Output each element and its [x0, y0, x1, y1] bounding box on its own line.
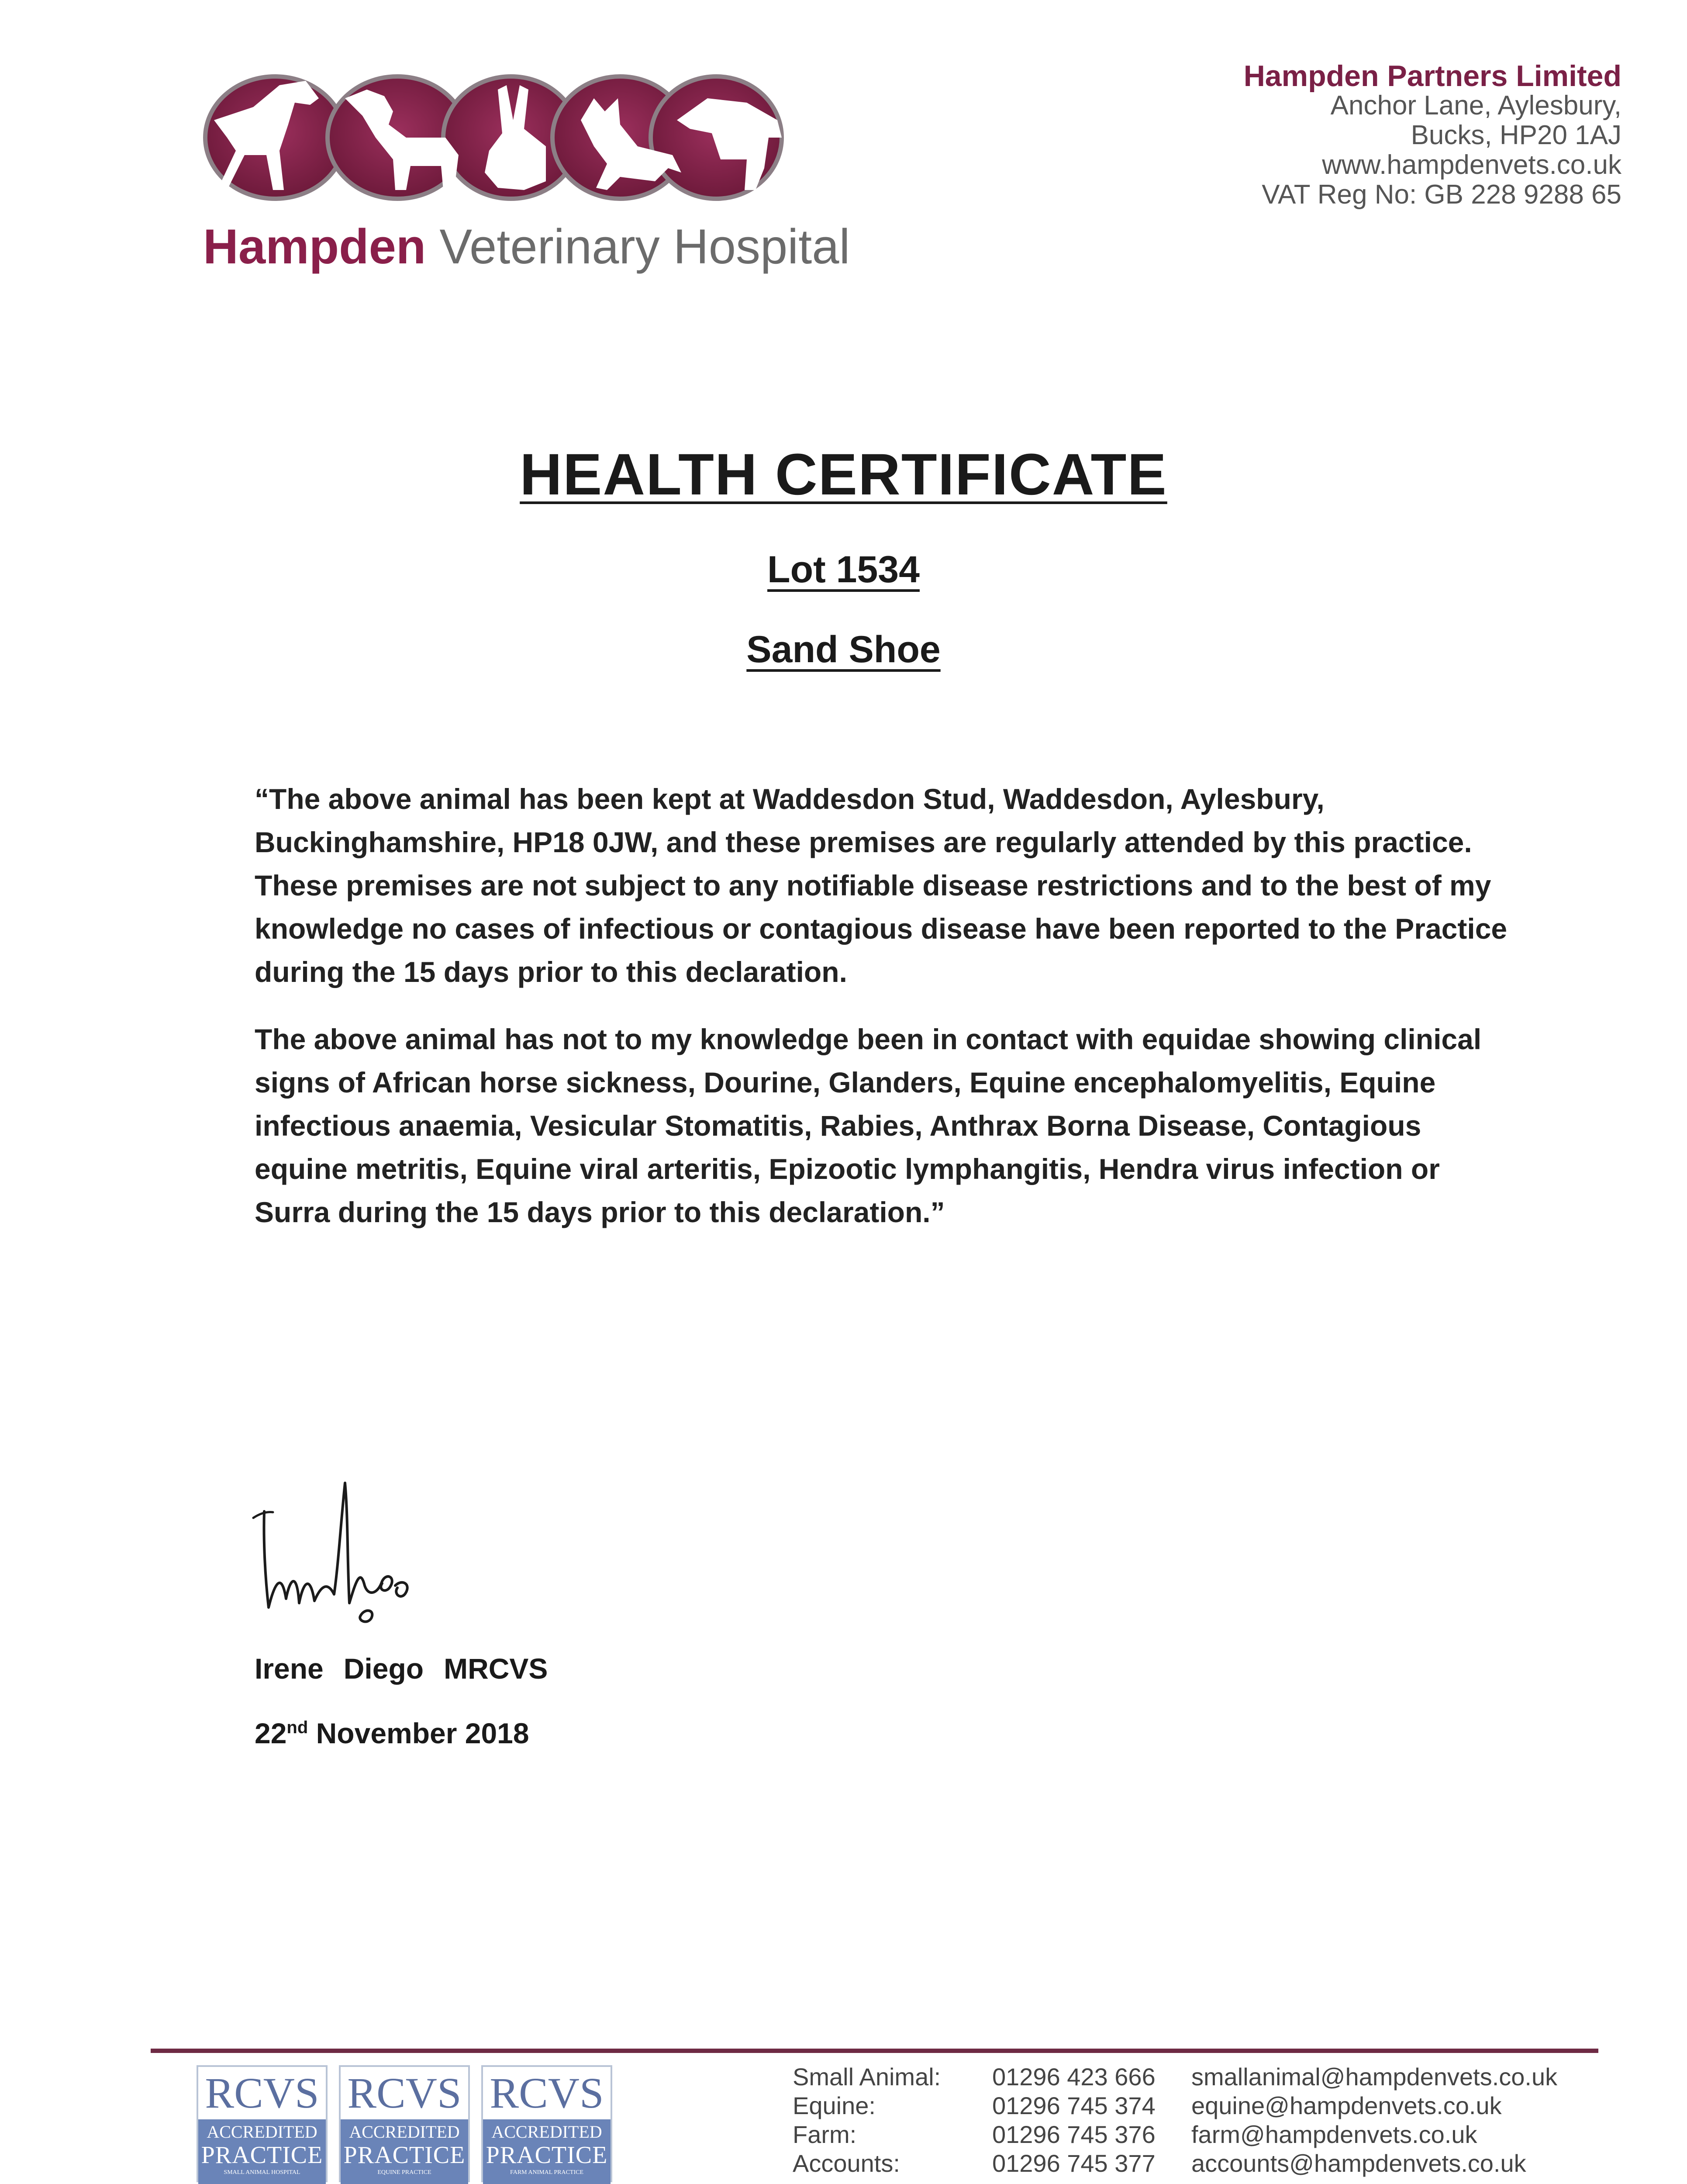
date-month-year: November 2018 — [308, 1717, 529, 1749]
contact-label: Equine: — [793, 2092, 876, 2119]
signatory-last-name: Diego — [343, 1652, 424, 1685]
handwritten-signature — [251, 1476, 461, 1625]
signatory-line — [255, 1652, 548, 1685]
rcvs-badge-subtitle: FARM ANIMAL PRACTICE — [510, 2169, 584, 2176]
rcvs-badge-logo: RCVS — [205, 2069, 319, 2117]
date-day: 22 — [255, 1717, 287, 1749]
company-vat: VAT Reg No: GB 228 9288 65 — [1262, 180, 1621, 210]
contact-emails — [1191, 2063, 1557, 2178]
date-suffix: nd — [286, 1718, 308, 1737]
contact-phones — [992, 2063, 1156, 2178]
contact-email: farm@hampdenvets.co.uk — [1191, 2121, 1477, 2148]
signatory-first-name: Irene — [255, 1652, 324, 1685]
rcvs-badge-practice: PRACTICE — [486, 2142, 608, 2169]
company-address-line-1: Anchor Lane, Aylesbury, — [1330, 90, 1621, 121]
rcvs-badge-subtitle: EQUINE PRACTICE — [377, 2169, 431, 2176]
rcvs-badge-logo: RCVS — [490, 2069, 604, 2117]
rcvs-badge-small-animal — [197, 2065, 328, 2182]
contact-phone: 01296 745 377 — [992, 2149, 1156, 2177]
lot-number: Lot 1534 — [767, 549, 920, 591]
rcvs-badge-subtitle: SMALL ANIMAL HOSPITAL — [224, 2169, 300, 2176]
rcvs-badge-equine — [339, 2065, 470, 2182]
contact-label: Accounts: — [793, 2149, 900, 2177]
logo-wordmark — [203, 218, 850, 275]
signatory-qualification: MRCVS — [444, 1652, 548, 1685]
contact-labels — [793, 2063, 941, 2178]
declaration-paragraph-2: The above animal has not to my knowledge been in contact with equidae showing clinical signs of African horse sickness, Dourine, Glanders, Equine encephalomyelitis, Equine infectious anaemia, Vesicular Stomatitis, Rabies, Anthrax Borna Disease, Contagious equine metritis, Equine viral arteritis, Epizootic lymphangitis, Hendra virus infection or Surra during the 15 days prior to this declaration.” — [255, 1023, 1482, 1228]
logo-name-rest: Veterinary Hospital — [426, 219, 850, 274]
animal-silhouettes-logo-icon — [201, 72, 786, 203]
company-address-line-2: Bucks, HP20 1AJ — [1411, 120, 1621, 150]
footer-divider — [151, 2049, 1598, 2053]
company-website: www.hampdenvets.co.uk — [1322, 150, 1621, 180]
rcvs-badge-accredited: ACCREDITED — [349, 2122, 460, 2142]
rcvs-badge-band — [341, 2119, 468, 2184]
contact-phone: 01296 423 666 — [992, 2063, 1156, 2091]
contact-phone: 01296 745 374 — [992, 2092, 1156, 2119]
contact-phone: 01296 745 376 — [992, 2121, 1156, 2148]
rcvs-badge-accredited: ACCREDITED — [491, 2122, 602, 2142]
rcvs-badge-accredited: ACCREDITED — [207, 2122, 317, 2142]
rcvs-badge-band — [483, 2119, 611, 2184]
company-address-block — [1244, 61, 1621, 210]
rcvs-badge-farm — [481, 2065, 612, 2182]
company-name: Hampden Partners Limited — [1243, 59, 1621, 93]
contact-email: equine@hampdenvets.co.uk — [1191, 2092, 1502, 2119]
contact-email: accounts@hampdenvets.co.uk — [1191, 2149, 1526, 2177]
rcvs-badge-band — [198, 2119, 326, 2184]
signature-date — [255, 1717, 529, 1750]
logo-name-bold: Hampden — [203, 219, 426, 274]
horse-name: Sand Shoe — [746, 629, 941, 670]
rcvs-badge-practice: PRACTICE — [343, 2142, 466, 2169]
rcvs-badge-practice: PRACTICE — [201, 2142, 323, 2169]
declaration-paragraph-1: “The above animal has been kept at Waddesdon Stud, Waddesdon, Aylesbury, Buckinghamshire, HP18 0JW, and these premises are regularly attended by this practice. These premises are not subject to any notifiable disease restrictions and to the best of my knowledge no cases of infectious or contagious disease have been reported to the Practice during the 15 days prior to this declaration. — [255, 783, 1508, 988]
contact-email: smallanimal@hampdenvets.co.uk — [1191, 2063, 1558, 2091]
certificate-title: HEALTH CERTIFICATE — [520, 442, 1167, 507]
rcvs-badge-logo: RCVS — [347, 2069, 462, 2117]
contact-label: Farm: — [793, 2121, 857, 2148]
contact-label: Small Animal: — [793, 2063, 941, 2091]
